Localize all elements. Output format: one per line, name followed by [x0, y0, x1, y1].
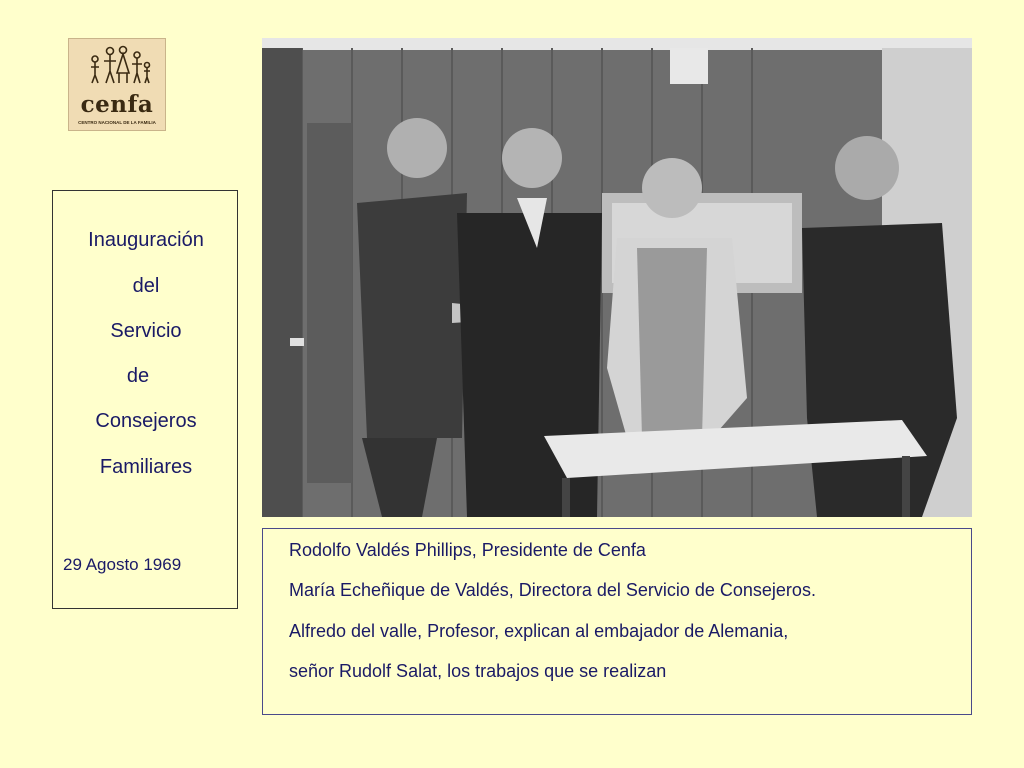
- title-line: Servicio: [110, 320, 182, 342]
- cenfa-logo: [68, 38, 166, 131]
- logo-brand: cenfa: [80, 91, 154, 118]
- logo-subtitle: CENTRO NACIONAL DE LA FAMILIA: [78, 120, 156, 125]
- title-line: de: [126, 365, 150, 387]
- family-figures-icon: [83, 43, 153, 89]
- event-date: 29 Agosto 1969: [63, 555, 182, 574]
- title-line: del: [132, 275, 160, 297]
- title-line: Familiares: [99, 456, 193, 478]
- title-box: [52, 190, 238, 609]
- group-photo: [262, 38, 972, 517]
- title-line: Consejeros: [95, 410, 197, 432]
- caption-box: [262, 528, 972, 715]
- caption-line: señor Rudolf Salat, los trabajos que se realizan: [289, 661, 667, 681]
- title-line: Inauguración: [88, 229, 204, 251]
- group-photo-image: [262, 38, 972, 517]
- caption-line: Alfredo del valle, Profesor, explican al embajador de Alemania,: [289, 621, 789, 641]
- caption-line: Rodolfo Valdés Phillips, Presidente de Cenfa: [289, 540, 646, 560]
- caption-line: María Echeñique de Valdés, Directora del Servicio de Consejeros.: [289, 580, 816, 600]
